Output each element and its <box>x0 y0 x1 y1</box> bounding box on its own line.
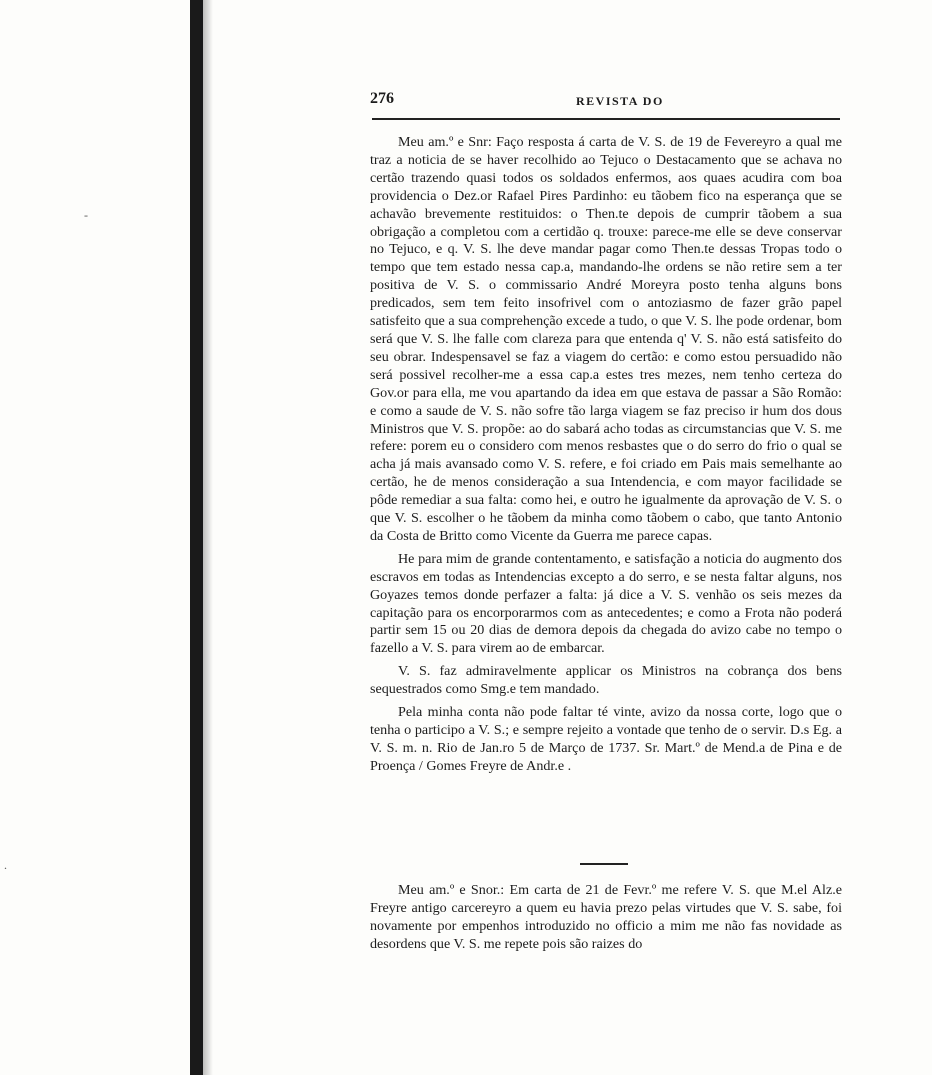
header-rule <box>372 118 840 120</box>
letter-paragraph: Meu am.º e Snor.: Em carta de 21 de Fevr.º me refere V. S. que M.el Alz.e Freyre antigo carcereyro a quem eu havia prezo pelas virtudes que V. S. sabe, foi novamente por empenhos introduzido no officio a mim me não fas novidade as desordens que V. S. me repete pois são raizes do <box>370 882 842 952</box>
scan-speck: - <box>84 208 88 222</box>
letter-paragraph: He para mim de grande contentamento, e satisfação a noticia do augmento dos escravos em todas as Intendencias excepto a do serro, e se nesta faltar alguns, nos Goyazes temos donde perfazer a falta: já dice a V. S. venhão os seis mezes da capitação para os encorporarmos com as antecedentes; e como a Frota não poderá partir sem 15 ou 20 dias de demora depois da chegada do avizo cabe no tempo o fazello a V. S. para virem ao de embarcar. <box>370 550 842 657</box>
letter-first <box>370 134 842 781</box>
binding-gutter <box>190 0 203 1075</box>
scan-speck: . <box>4 858 7 872</box>
letter-signature-paragraph: Pela minha conta não pode faltar té vinte, avizo da nossa corte, logo que o tenha o participo a V. S.; e sempre rejeito a vontade que tenho de o servir. D.s Eg. a V. S. m. n. Rio de Jan.ro 5 de Março de 1737. Sr. Mart.º de Mend.a de Pina e de Proença / Gomes Freyre de Andr.e . <box>370 704 842 774</box>
letter-paragraph: V. S. faz admiravelmente applicar os Ministros na cobrança dos bens sequestrados como Smg.e tem mandado. <box>370 663 842 698</box>
page-number: 276 <box>370 90 394 107</box>
section-separator <box>580 863 628 865</box>
binding-shadow <box>203 0 213 1075</box>
running-head: REVISTA DO <box>576 94 664 108</box>
letter-second <box>370 882 842 959</box>
letter-paragraph: Meu am.º e Snr: Faço resposta á carta de V. S. de 19 de Fevereyro a qual me traz a noticia de se haver recolhido ao Tejuco o Destacamento que se achava no certão trazendo quasi todos os soldados enfermos, aos quaes acudira com boa providencia o Dez.or Rafael Pires Pardinho: eu tãobem fico na esperança que se achavão brevemente restituidos: o Then.te depois de cumprir tãobem a sua obrigação a completou com a certidão q. trouxe: parece-me elle se deve conservar no Tejuco, e q. V. S. lhe deve mandar pagar como Then.te dessas Tropas todo o tempo que tem estado nessa cap.a, mandando-lhe ordens se não retire sem a ter positiva de V. S. o commissario André Moreyra posto tenha alguns bons predicados, sem tem feito insofrivel com o antoziasmo de fazer grão papel satisfeito que a sua comprehenção excede a tudo, o que V. S. lhe pode ordenar, bom será que V. S. lhe falle com clareza para que entenda q' V. S. não está satisfeito do seu obrar. Indespensavel se faz a viagem do certão: e como estou persuadido não será possivel recolher-me a essa cap.a estes tres mezes, nem tenho certeza do Gov.or para ella, me vou apartando da idea em que estava de passar a São Romão: e como a saude de V. S. não sofre tão larga viagem se faz preciso ir hum dos dous Ministros que V. S. propõe: ao do sabará acho todas as circumstancias que V. S. me refere: porem eu o considero com menos resbastes que o do serro do frio o qual se acha já mais avansado como V. S. refere, e foi criado em Pais mais semelhante ao certão, he de menos consideração a sua Intendencia, e com mayor facilidade se pôde remediar a sua falta: como hei, e outro he igualmente da aprovação de V. S. o que V. S. escolher o he tãobem da minha como tãobem o cabo, que tanto Antonio da Costa de Britto como Vicente da Guerra me parece capas. <box>370 134 842 544</box>
